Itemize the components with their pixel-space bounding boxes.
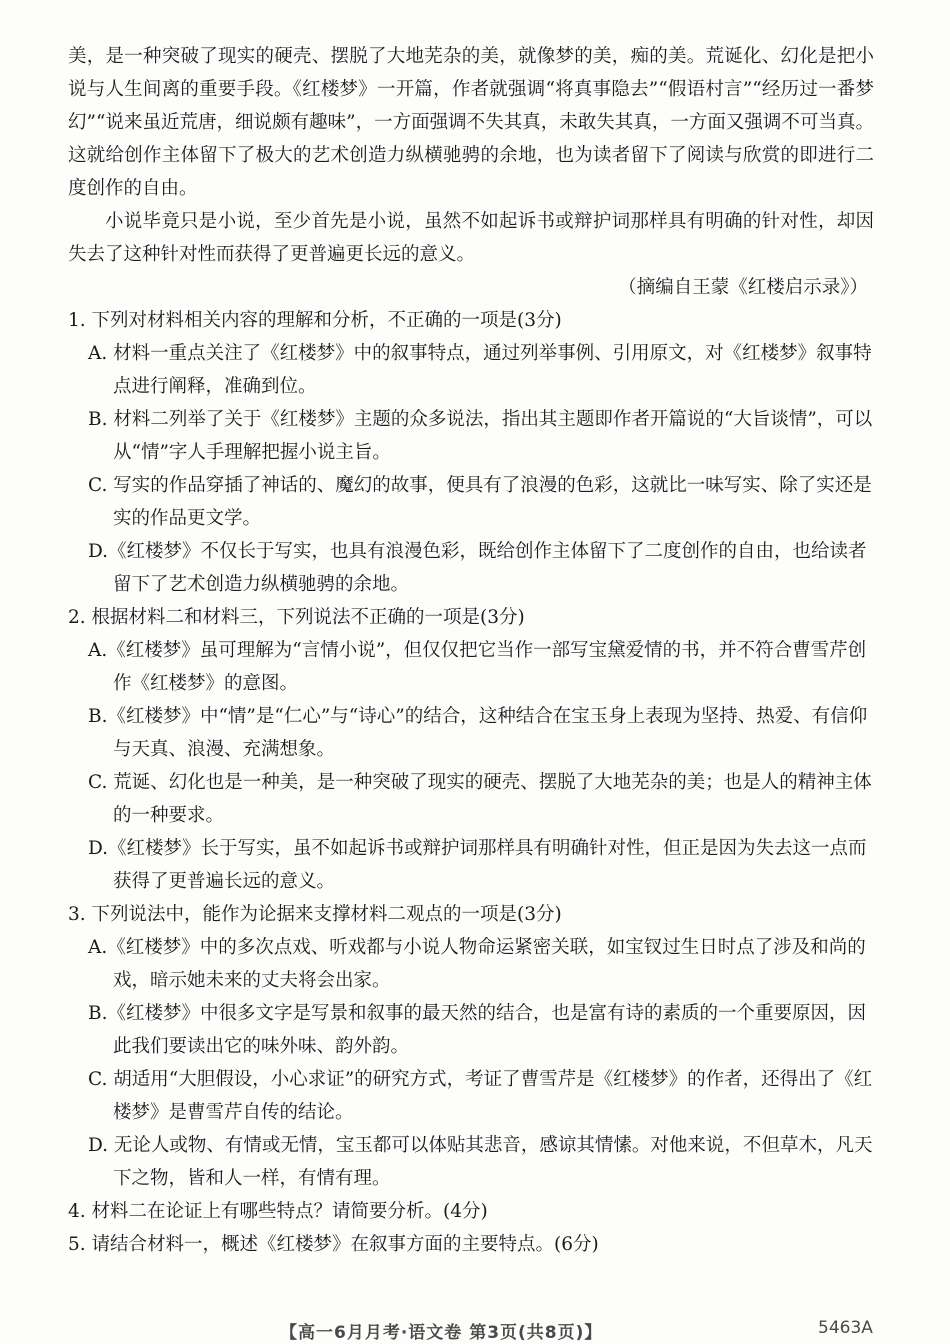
option-b xyxy=(68,403,874,469)
passage-paragraph: 小说毕竟只是小说，至少首先是小说，虽然不如起诉书或辩护词那样具有明确的针对性，却因失去了这种针对性而获得了更普遍更长远的意义。 xyxy=(68,211,874,265)
question-1 xyxy=(68,304,874,601)
question-stem: 1. 下列对材料相关内容的理解和分析，不正确的一项是(3分) xyxy=(68,310,562,331)
question-stem: 5. 请结合材料一，概述《红楼梦》在叙事方面的主要特点。(6分) xyxy=(68,1234,599,1255)
option-d xyxy=(68,535,874,601)
option-text: A.《红楼梦》中的多次点戏、听戏都与小说人物命运紧密关联，如宝钗过生日时点了涉及和尚的戏，暗示她未来的丈夫将会出家。 xyxy=(88,937,866,991)
option-d xyxy=(68,832,874,898)
passage-paragraph: 美，是一种突破了现实的硬壳、摆脱了大地芜杂的美，就像梦的美，痴的美。荒诞化、幻化是把小说与人生间离的重要手段。《红楼梦》一开篇，作者就强调“将真事隐去”“假语村言”“经历过一番梦幻”“说来虽近荒唐，细说颇有趣味”，一方面强调不失其真，未敢失其真，一方面又强调不可当真。这就给创作主体留下了极大的艺术创造力纵横驰骋的余地，也为读者留下了阅读与欣赏的即进行二度创作的自由。 xyxy=(68,46,874,199)
option-a xyxy=(68,337,874,403)
option-c xyxy=(68,766,874,832)
question-stem: 3. 下列说法中，能作为论据来支撑材料二观点的一项是(3分) xyxy=(68,904,562,925)
question-3 xyxy=(68,898,874,1195)
exam-content xyxy=(68,40,874,1261)
footer-page-info: 【高一6月月考·语文卷 第3页(共8页)】 xyxy=(280,1323,603,1343)
option-a xyxy=(68,634,874,700)
option-text: D.《红楼梦》不仅长于写实，也具有浪漫色彩，既给创作主体留下了二度创作的自由，也给读者留下了艺术创造力纵横驰骋的余地。 xyxy=(88,541,867,595)
option-b xyxy=(68,700,874,766)
option-text: B.《红楼梦》中很多文字是写景和叙事的最天然的结合，也是富有诗的素质的一个重要原因，因此我们要读出它的味外味、韵外韵。 xyxy=(88,1003,866,1057)
option-c xyxy=(68,1063,874,1129)
option-text: C. 胡适用“大胆假设，小心求证”的研究方式，考证了曹雪芹是《红楼梦》的作者，还得出了《红楼梦》是曹雪芹自传的结论。 xyxy=(88,1069,873,1123)
option-text: A. 材料一重点关注了《红楼梦》中的叙事特点，通过列举事例、引用原文，对《红楼梦》叙事特点进行阐释，准确到位。 xyxy=(88,343,872,397)
option-text: D.《红楼梦》长于写实，虽不如起诉书或辩护词那样具有明确针对性，但正是因为失去这一点而获得了更普遍长远的意义。 xyxy=(88,838,867,892)
question-stem: 4. 材料二在论证上有哪些特点？请简要分析。(4分) xyxy=(68,1201,488,1222)
option-b xyxy=(68,997,874,1063)
option-text: D. 无论人或物、有情或无情，宝玉都可以体贴其悲音，感谅其情愫。对他来说，不但草木，凡天下之物，皆和人一样，有情有理。 xyxy=(88,1135,873,1189)
question-2 xyxy=(68,601,874,898)
option-text: B.《红楼梦》中“情”是“仁心”与“诗心”的结合，这种结合在宝玉身上表现为坚持、热爱、有信仰与天真、浪漫、充满想象。 xyxy=(88,706,868,760)
option-text: C. 写实的作品穿插了神话的、魔幻的故事，便具有了浪漫的色彩，这就比一味写实、除了实还是实的作品更文学。 xyxy=(88,475,872,529)
question-4 xyxy=(68,1195,874,1228)
passage-source: （摘编自王蒙《红楼启示录》） xyxy=(618,277,868,298)
option-d xyxy=(68,1129,874,1195)
question-stem: 2. 根据材料二和材料三，下列说法不正确的一项是(3分) xyxy=(68,607,525,628)
page-footer xyxy=(0,1312,950,1344)
footer-code: 5463A xyxy=(818,1318,873,1338)
option-a xyxy=(68,931,874,997)
option-text: A.《红楼梦》虽可理解为“言情小说”，但仅仅把它当作一部写宝黛爱情的书，并不符合曹雪芹创作《红楼梦》的意图。 xyxy=(88,640,867,694)
option-c xyxy=(68,469,874,535)
option-text: C. 荒诞、幻化也是一种美，是一种突破了现实的硬壳、摆脱了大地芜杂的美；也是人的精神主体的一种要求。 xyxy=(88,772,872,826)
question-5 xyxy=(68,1228,874,1261)
option-text: B. 材料二列举了关于《红楼梦》主题的众多说法，指出其主题即作者开篇说的“大旨谈情”，可以从“情”字人手理解把握小说主旨。 xyxy=(88,409,873,463)
